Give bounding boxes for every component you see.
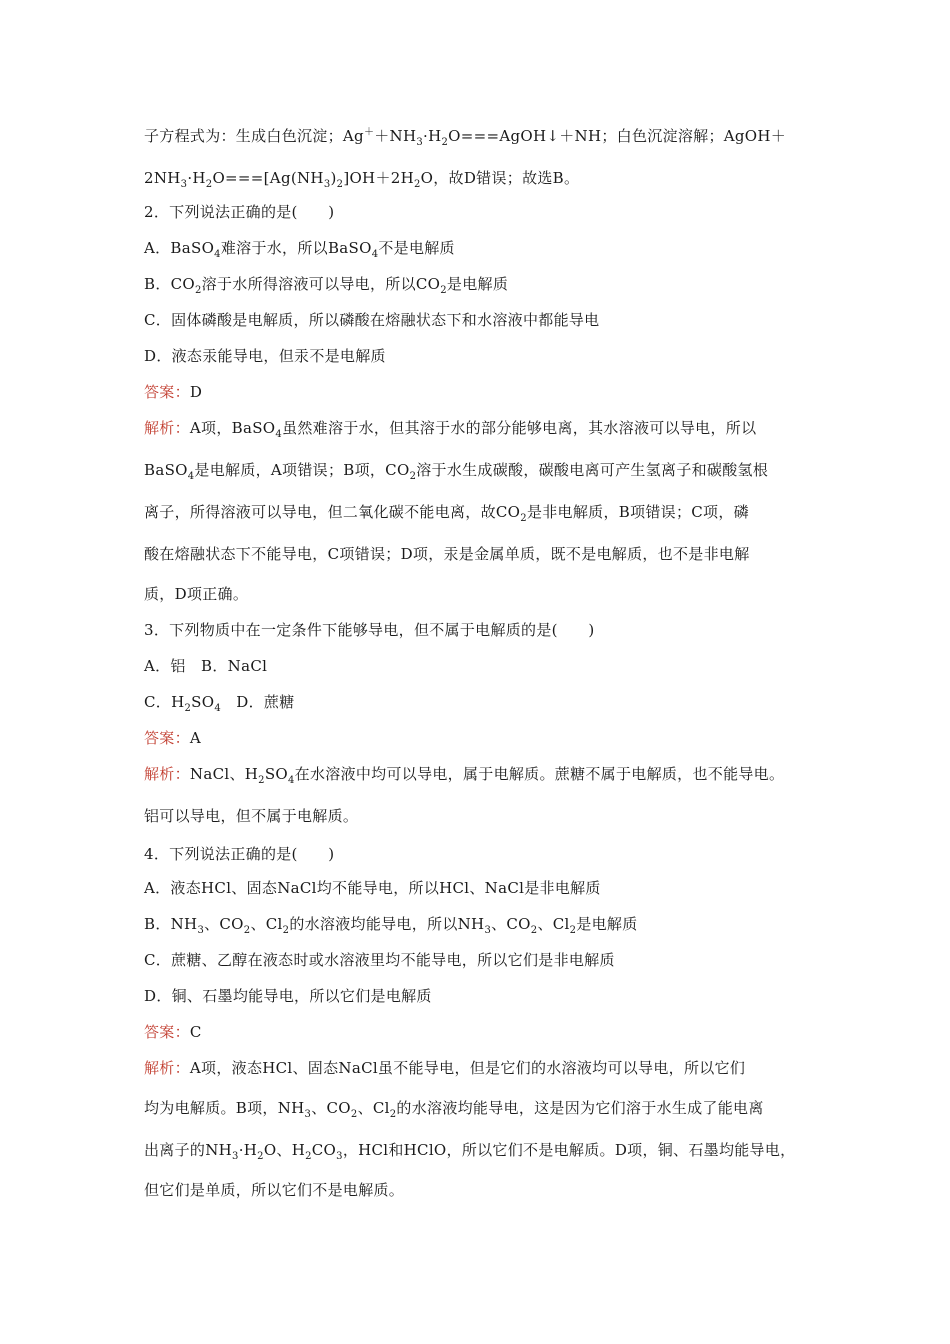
superscript: ＋: [363, 127, 375, 138]
text-run: A: [189, 729, 202, 747]
text-line: [144, 502, 749, 522]
text-run: 、CO: [311, 1099, 351, 1117]
text-line: [144, 346, 386, 366]
text-run: NaCl、H: [189, 765, 259, 783]
text-run: D．铜、石墨均能导电，所以它们是电解质: [144, 987, 432, 1005]
text-line: [144, 168, 579, 188]
text-line: [144, 1022, 202, 1042]
subscript: 4: [214, 703, 221, 714]
text-line: [144, 620, 595, 640]
subscript: 2: [569, 925, 577, 936]
text-run: 、CO: [491, 915, 531, 933]
text-line: [144, 806, 358, 826]
subscript: 2: [350, 1109, 358, 1120]
text-run: D．蔗糖: [221, 693, 295, 711]
subscript: 2: [258, 775, 265, 786]
subscript: 3: [484, 925, 492, 936]
text-run: ·H: [187, 169, 206, 187]
text-run: 、Cl: [537, 915, 570, 933]
subscript: 3: [416, 137, 424, 148]
text-line: [144, 844, 334, 864]
text-run: A．BaSO: [144, 239, 215, 257]
text-line: [144, 1098, 764, 1118]
text-line: [144, 914, 638, 934]
text-run: 但它们是单质，所以它们不是电解质。: [144, 1181, 405, 1199]
text-run: ·H: [423, 127, 442, 145]
text-line: [144, 418, 756, 438]
text-run: 出离子的NH: [144, 1141, 233, 1159]
subscript: 2: [243, 925, 251, 936]
text-line: [144, 310, 599, 330]
subscript: 2: [389, 1109, 397, 1120]
text-run: 是电解质: [446, 275, 509, 293]
text-line: [144, 584, 248, 604]
text-run: ＋NH: [374, 127, 417, 145]
text-run: O===AgOH↓＋NH；白色沉淀溶解；AgOH＋: [448, 127, 787, 145]
text-run: 是电解质，A项错误；B项，CO: [194, 461, 410, 479]
subscript: 2: [257, 1151, 264, 1162]
text-line: [144, 382, 202, 402]
text-run: 在水溶液中均可以导电，属于电解质。蔗糖不属于电解质，也不能导电。: [294, 765, 785, 783]
text-run: A．铝 B．NaCl: [144, 657, 268, 675]
text-run: C: [189, 1023, 202, 1041]
text-run: 难溶于水，所以BaSO: [220, 239, 372, 257]
text-line: [144, 656, 267, 676]
subscript: 2: [282, 925, 290, 936]
text-line: [144, 274, 508, 294]
text-run: 铝可以导电，但不属于电解质。: [144, 807, 359, 825]
text-run: BaSO: [144, 461, 188, 479]
text-run: A项，液态HCl、固态NaCl虽不能导电，但是它们的水溶液均可以导电，所以它们: [189, 1059, 746, 1077]
subscript: 3: [232, 1151, 239, 1162]
subscript: 2: [440, 285, 447, 296]
text-line: [144, 728, 201, 748]
subscript: 2: [184, 703, 192, 714]
text-run: B．CO: [144, 275, 195, 293]
subscript: 2: [520, 513, 527, 524]
answer-label: 答案：: [144, 1023, 190, 1041]
text-run: 子方程式为：生成白色沉淀；Ag: [144, 127, 364, 145]
subscript: 3: [323, 179, 331, 190]
subscript: 3: [197, 925, 205, 936]
text-run: B．NH: [144, 915, 198, 933]
subscript: 3: [180, 179, 188, 190]
subscript: 2: [336, 179, 344, 190]
subscript: 3: [336, 1151, 343, 1162]
text-line: [144, 878, 601, 898]
text-run: 3．下列物质中在一定条件下能够导电，但不属于电解质的是( ): [144, 621, 595, 639]
text-run: O===[Ag(NH: [212, 169, 324, 187]
text-run: CO: [311, 1141, 337, 1159]
subscript: 4: [214, 249, 221, 260]
text-run: C．蔗糖、乙醇在液态时或水溶液里均不能导电，所以它们是非电解质: [144, 951, 615, 969]
subscript: 3: [304, 1109, 312, 1120]
subscript: 2: [413, 179, 421, 190]
text-line: [144, 950, 615, 970]
subscript: 2: [409, 471, 417, 482]
text-run: D．液态汞能导电，但汞不是电解质: [144, 347, 386, 365]
text-line: [144, 1058, 745, 1078]
text-run: C．H: [144, 693, 185, 711]
text-run: 均为电解质。B项，NH: [144, 1099, 305, 1117]
answer-label: 答案：: [144, 383, 190, 401]
subscript: 2: [205, 179, 213, 190]
subscript: 4: [288, 775, 295, 786]
text-run: 、Cl: [250, 915, 283, 933]
text-run: D: [189, 383, 203, 401]
text-line: [144, 544, 750, 564]
text-run: 是非电解质，B项错误；C项，磷: [526, 503, 749, 521]
text-line: [144, 238, 455, 258]
subscript: 2: [530, 925, 538, 936]
text-run: C．固体磷酸是电解质，所以磷酸在熔融状态下和水溶液中都能导电: [144, 311, 600, 329]
text-line: [144, 126, 786, 146]
text-run: 溶于水所得溶液可以导电，所以CO: [201, 275, 441, 293]
text-run: 溶于水生成碳酸，碳酸电离可产生氢离子和碳酸氢根: [416, 461, 769, 479]
subscript: 2: [305, 1151, 312, 1162]
subscript: 2: [195, 285, 202, 296]
text-line: [144, 986, 432, 1006]
text-run: 离子，所得溶液可以导电，但二氧化碳不能电离，故CO: [144, 503, 521, 521]
text-run: 酸在熔融状态下不能导电，C项错误；D项，汞是金属单质，既不是电解质，也不是非电解: [144, 545, 750, 563]
text-run: O、H: [263, 1141, 306, 1159]
text-run: 、CO: [204, 915, 244, 933]
text-run: ，HCl和HClO，所以它们不是电解质。D项，铜、石墨均能导电，: [342, 1141, 796, 1159]
text-run: 、Cl: [357, 1099, 390, 1117]
subscript: 2: [441, 137, 449, 148]
text-line: [144, 1140, 795, 1160]
explanation-label: 解析：: [144, 765, 190, 783]
subscript: 4: [187, 471, 195, 482]
subscript: 4: [275, 429, 283, 440]
text-run: SO: [191, 693, 215, 711]
text-run: A．液态HCl、固态NaCl均不能导电，所以HCl、NaCl是非电解质: [144, 879, 601, 897]
explanation-label: 解析：: [144, 419, 190, 437]
explanation-label: 解析：: [144, 1059, 190, 1077]
text-run: 是电解质: [576, 915, 638, 933]
text-run: 的水溶液均能导电，所以NH: [289, 915, 485, 933]
text-run: A项，BaSO: [189, 419, 276, 437]
text-run: ): [330, 169, 337, 187]
answer-label: 答案：: [144, 729, 190, 747]
text-run: 2．下列说法正确的是( ): [144, 203, 335, 221]
text-run: 质，D项正确。: [144, 585, 249, 603]
text-run: 的水溶液均能导电，这是因为它们溶于水生成了能电离: [396, 1099, 764, 1117]
text-run: O，故D错误；故选B。: [420, 169, 580, 187]
text-run: 2NH: [144, 169, 181, 187]
text-line: [144, 764, 784, 784]
text-line: [144, 1180, 404, 1200]
text-line: [144, 692, 295, 712]
text-run: SO: [264, 765, 288, 783]
text-line: [144, 202, 334, 222]
text-run: 不是电解质: [378, 239, 455, 257]
text-run: 虽然难溶于水，但其溶于水的部分能够电离，其水溶液可以导电，所以: [282, 419, 757, 437]
text-run: 4．下列说法正确的是( ): [144, 845, 335, 863]
text-run: ]OH＋2H: [343, 169, 414, 187]
subscript: 4: [371, 249, 379, 260]
text-line: [144, 460, 768, 480]
text-run: ·H: [238, 1141, 258, 1159]
